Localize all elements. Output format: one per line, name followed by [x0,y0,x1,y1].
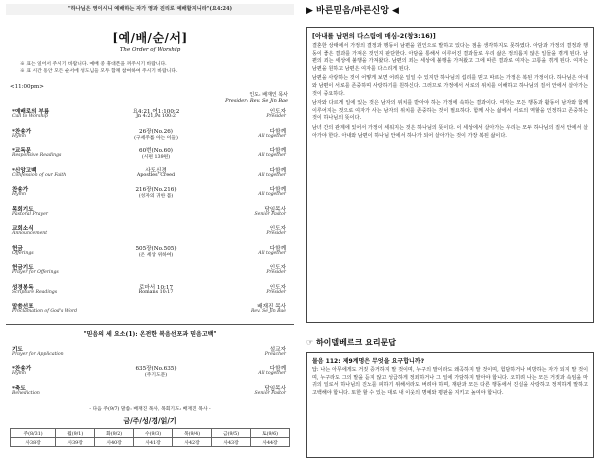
item-leader: 다함께 [269,245,286,252]
item-leader-en: Rev. Se Jin Bae [250,309,286,314]
reading-chapter: 사43장 [212,438,251,447]
worship-order-column [6,4,294,460]
item-name: *찬송가 [12,128,32,135]
item-name-en: Proclamation of God's Word [12,309,78,314]
order-item [6,223,294,243]
item-name-en: Scripture Readings [12,289,58,295]
item-leader: 다함께 [269,366,286,372]
item-leader: 다함께 [269,128,286,135]
item-name: 성경봉독 [12,284,34,291]
order-item [6,301,294,321]
item-detail: 60번(No.60) [139,148,173,154]
order-item [6,184,294,204]
item-detail: 26장(No.26) [139,128,173,135]
item-leader-en: Presider [266,289,286,295]
item-leader: 인도자 [269,109,286,115]
next-week-note: - 다음 주(9/7) 말씀: 배재진 목사, 목회기도: 배재진 목사 - [89,407,211,412]
reading-chapter: 사44장 [251,438,290,447]
article-body [312,43,588,140]
reading-day: 주(8/31) [11,429,56,438]
catechism-answer: 답: 나는 아무에게도 거짓 증거하지 말 것이며, 누구의 말이라도 왜곡하지 말 것이며, 험담하거나 비방하는 자가 되지 말 것이며, 누구라도 그의 말을 듣지 않고 성급하게 정죄하거나 그 일에 가담하지 말아야 합니다. 오히려 나는 모든 거짓과 속임을 마귀의 일로서 하나님의 진노를 피하기 위해서라도 버려야 하며, 재판과 모든 다른 행동에서 진실을 사랑하고 정직하게 말하고 고백해야 합니다. 또한 할 수 있는 대로 내 이웃의 명예와 평판을 지키고 높여야 합니다. [312,367,588,396]
item-name-en: Hymn [12,371,26,376]
item-name-en: Prayer for Application [12,351,64,357]
faith-column [306,4,594,460]
item-name: 목회기도 [12,206,34,213]
item-detail: 216장(No.216) [135,187,177,193]
item-name-en: Hymn [12,192,26,197]
item-name-en: Call to Worship [12,114,48,119]
order-item [6,363,294,383]
item-leader: 인도자 [269,284,286,291]
item-name-en: Prayer for Offerings [12,270,59,275]
faith-article-box [306,27,594,323]
item-detail-sub: (구세주를 아는 이들) [134,135,178,141]
order-item [6,126,294,146]
item-name: *찬송가 [12,366,32,372]
leader-en: Presider: Rev. Se Jin Bae [225,98,288,104]
service-time: <11:00pm> [10,84,44,90]
item-detail: 635장(No.635) [135,366,177,372]
item-leader: 담임목사 [264,206,286,213]
order-item [6,282,294,302]
item-leader-en: All together [258,172,286,178]
article-title: [아내를 남편의 다스림에 매심-2(창3:16)] [312,32,436,40]
item-leader-en: All together [258,250,286,256]
reading-chapter: 사40장 [95,438,134,447]
note-line: ※ 표 시간 동안 모든 순서에 성도님들 모두 함께 참여하여 주시기 바랍니다. [20,69,178,74]
item-leader: 인도자 [269,226,286,232]
item-name-en: Announcement [12,231,48,236]
order-item [6,344,294,364]
reading-day: 화(9/2) [95,429,134,438]
item-leader-en: All together [258,133,286,139]
note-line: ※ 표는 일어서 주시기 바랍니다. 예배 중 휴대폰을 꺼주시기 바랍니다. [20,62,167,67]
faith-header: ▶ 바른믿음/바른신앙 ◀ [306,6,399,16]
item-name: *신앙고백 [12,167,37,174]
order-item [6,262,294,282]
item-name-en: Pastoral Prayer [12,211,48,217]
item-leader: 담임목사 [264,385,286,392]
item-detail-sub: Apostles' Creed [136,172,176,178]
reading-day: 금(9/5) [212,429,251,438]
item-leader-en: All together [258,192,286,197]
item-name: 헌금 [12,245,23,252]
catechism-header: ☞ 하이델베르크 요리문답 [306,338,397,347]
order-item [6,106,294,126]
item-leader-en: All together [258,371,286,376]
item-leader: 다함께 [269,148,286,154]
item-detail-sub: Romans 10:17 [138,289,174,295]
item-name: 찬송가 [12,187,29,193]
item-name-en: Responsive Readings [12,153,62,158]
order-item [6,383,294,403]
order-list-after-sermon [6,344,294,403]
reading-chapter: 사38장 [11,438,56,447]
catechism-question: 물음 112: 제9계명은 무엇을 요구합니까? [312,358,425,365]
reading-day: 월(9/1) [56,429,95,438]
reading-chapter: 사41장 [134,438,173,447]
item-name: 말씀선포 [12,304,34,310]
weekly-reading-table [10,428,290,447]
item-name-en: Offerings [12,250,34,256]
order-item [6,165,294,185]
item-leader-en: Presider [266,114,286,119]
order-item [6,204,294,224]
item-name: 교회소식 [12,226,34,232]
item-detail-sub: (시편 139편) [141,155,171,160]
order-item [6,145,294,165]
weekly-reading-head [11,429,290,438]
item-detail-sub: Jn 4:21,Ps 100:2 [136,114,176,119]
sermon-title: "믿음의 세 요소(1): 온전한 복음선포과 믿음고백" [6,324,294,338]
article-paragraph: 남편을 사랑하는 것이 어떻게 보면 어려운 일일 수 있지만 하나님의 섭리를 믿고 따르는 가정은 복된 가정이다. 하나님은 아내와 남편이 서로를 존중하며 사랑하기를 원하신다. 그러므로 가정에서 서로의 위치를 이해하고 하나님의 질서 안에서 살아가는 것이 중요하다. [312,75,588,97]
order-title: [예/배/순/서] [112,31,188,45]
item-leader-en: Presider [266,270,286,275]
article-paragraph: 결혼한 상태에서 가정의 결정과 행동이 남편을 원인으로 발하고 있다는 점을 생각하지도 못하였다. 아담과 가정의 결정과 행동이 좋은 결과를 가져온 것인지 판단한다. 아담을 통해서 이루어진 결과들로 우리 삶은 정의롭지 않은 일들을 겪게 된다. 남편의 죄는 세상에 불행을 가져왔다. 남편의 죄는 세상에 불행을 가져왔고 그에 따른 결과로 여자는 고통을 겪게 된다. 여자는 남편을 원하고 남편은 여자를 다스리게 된다. [312,43,588,72]
item-detail: 사도신경 [145,167,167,174]
item-leader: 다함께 [269,167,286,174]
item-detail-sub: (온 세상 위하여) [138,252,174,258]
item-name: *교독문 [12,148,32,154]
item-detail-sub: (성자의 귀한 몸) [138,194,174,199]
catechism-box [306,352,594,458]
item-leader-en: Senior Pastor [254,211,286,217]
order-notes [6,61,294,75]
order-subtitle: The Order of Worship [119,47,181,53]
weekly-reading-title: 금/주/성/경/읽/기 [123,416,177,425]
verse-banner: "하나님은 영이시니 예배하는 자가 영과 진리로 예배할지니라"(요4:24) [6,4,294,15]
item-leader: 다함께 [269,187,286,193]
reading-day: 수(9/3) [134,429,173,438]
leader-ko: 인도: 배재인 목사 [249,92,288,98]
item-leader-en: Senior Pastor [254,390,286,396]
item-leader-en: Presider [266,231,286,236]
item-leader-en: Preacher [264,351,286,357]
reading-chapter: 사39장 [56,438,95,447]
item-detail-sub: (주기도문) [144,373,168,378]
item-detail: 로마서 10:17 [138,284,174,291]
article-paragraph: 남자와 다르게 일에 있는 것은 남자의 위치를 받아야 하는 가정에 속하는 결과이다. 여자는 모든 행동과 활동이 남자와 함께 이루어지는 것으로 여자가 사는 남자의 위치를 존중하는 것이 필요하다. 함께 사는 삶에서 서로의 역할을 인정하고 존중하는 것이 하나님의 뜻이다. [312,100,588,122]
order-list [6,106,294,321]
reading-chapter: 사42장 [173,438,212,447]
reading-day: 토(9/6) [251,429,290,438]
item-detail: 505장(No.505) [135,245,177,252]
item-name-en: Confession of our Faith [12,172,67,178]
item-name-en: Benediction [12,390,40,396]
item-name: *예배로의 부름 [12,109,50,115]
item-name: 기도 [12,346,23,353]
order-item [6,243,294,263]
item-detail: 요4:21,여1:100:2 [132,109,180,115]
weekly-reading-body [11,438,290,447]
item-leader: 인도자 [269,265,286,271]
item-name: 헌금기도 [12,265,34,271]
item-name: *축도 [12,385,26,392]
item-name-en: Hymn [12,133,26,139]
leader-info [225,92,288,104]
reading-day: 목(9/4) [173,429,212,438]
item-leader: 설교자 [269,346,286,353]
article-paragraph: 남녀 간의 관계에 있어서 가정이 세워지는 것은 하나님의 뜻이다. 이 세상에서 살아가는 우리는 모두 하나님의 질서 안에서 살아가야 한다. 아내와 남편이 하나님 안에서 하나가 되어 살아가는 것이 가장 복된 삶이다. [312,124,588,139]
item-leader: 배재진 목사 [257,304,286,310]
item-leader-en: All together [258,153,286,158]
